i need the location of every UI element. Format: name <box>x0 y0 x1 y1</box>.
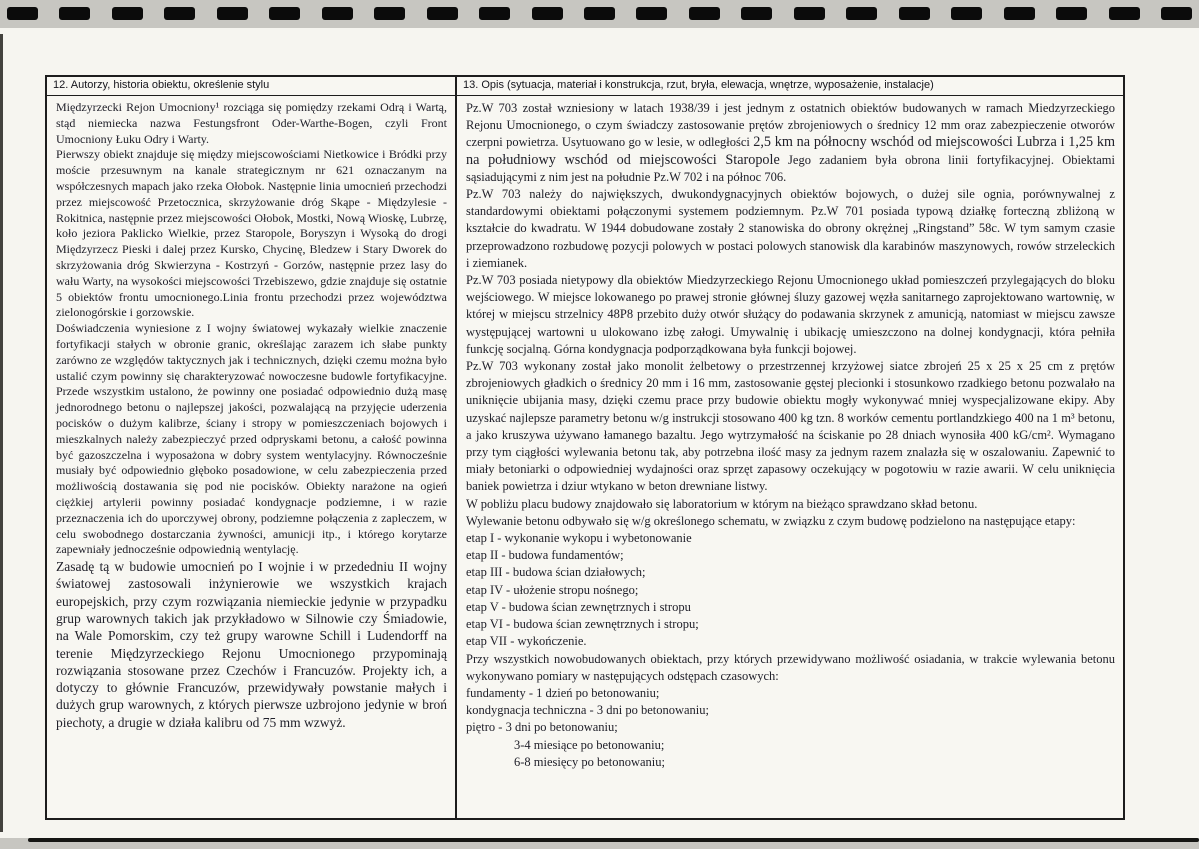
page-left-edge <box>0 34 3 832</box>
paragraph: kondygnacja techniczna - 3 dni po betonowaniu; <box>466 703 709 718</box>
paragraph: Doświadczenia wyniesione z I wojny światowej wykazały wielkie znaczenie fortyfikacji stałych w obronie granic, określając zarazem ich słabe punkty zarówno ze względów taktycznych jak i technicznych, dzięki czemu można było ustalić czym powinny się charakteryzować nowoczesne budowle fortyfikacyjne. Przede wszystkim ustalono, że powinny one posiadać odpowiednio dużą masę jednorodnego betonu o najlepszej jakości, pozwalającą na przyjęcie uderzenia pocisków o dużym kalibrze, ściany i stropy w pomieszczeniach bojowych i mieszkalnych należy zabezpieczyć przed odpryskami betonu, a całość powinna być gazoszczelna i wyposażona w dobry system wentylacyjny. Równocześnie musiały być odpowiednio głęboko posadowione, w celu zabezpieczenia przed możliwością dostawania się pod nie pocisków. Obiekty narażone na ogień ciężkiej artylerii powinny posiadać kondygnacje podziemne, i w razie przeznaczenia ich do uporczywej obrony, podziemne połączenia z zapleczem, w celu swobodnego dostarczania żywności, amunicji itp., i którego korytarze zapewniały jednocześnie odpowiednią wentylację. <box>56 321 447 557</box>
section-13-header: 13. Opis (sytuacja, materiał i konstrukcja, rzut, bryła, elewacja, wnętrze, wyposażenie, instalacje) <box>457 77 1123 96</box>
binding-hole <box>59 7 90 20</box>
column-authors-history <box>47 77 457 818</box>
binding-hole <box>112 7 143 20</box>
binding-hole <box>427 7 458 20</box>
text-run: Pz.W 703 został wzniesiony w latach 1938/39 i jest jednym z ostatnich obiektów budowanych w ramach Miedzyrzeckiego Rejonu Umocnionego, o czym świadczy zastosowanie prętów zbrojeniowych o średnicy 12 mm oraz zabezpieczenie otworów czerpni powietrza. Usytuowano go w lesie, w odległości <box>466 101 1115 150</box>
column-description <box>457 77 1123 818</box>
binding-hole <box>636 7 667 20</box>
binding-hole <box>899 7 930 20</box>
paragraph: Przy wszystkich nowobudowanych obiektach, przy których przewidywano możliwość osiadania, w trakcie wylewania betonu wykonywano pomiary w następujących odstępach czasowych: <box>466 651 1115 683</box>
paragraph: etap III - budowa ścian działowych; <box>466 565 646 580</box>
binding-hole <box>164 7 195 20</box>
paragraph: piętro - 3 dni po betonowaniu; <box>466 720 618 735</box>
section-12-header: 12. Autorzy, historia obiektu, określenie stylu <box>47 77 455 96</box>
section-13-body <box>457 96 1123 818</box>
binding-hole <box>532 7 563 20</box>
paragraph: etap II - budowa fundamentów; <box>466 548 624 563</box>
paragraph: 3-4 miesiące po betonowaniu; <box>514 737 665 752</box>
binding-hole <box>374 7 405 20</box>
binding-hole <box>846 7 877 20</box>
paragraph: etap VI - budowa ścian zewnętrznych i stropu; <box>466 617 699 632</box>
paragraph: W pobliżu placu budowy znajdowało się laboratorium w którym na bieżąco sprawdzano skład betonu. <box>466 496 978 511</box>
paragraph: fundamenty - 1 dzień po betonowaniu; <box>466 685 660 700</box>
binding-hole <box>689 7 720 20</box>
paragraph: Wylewanie betonu odbywało się w/g określonego schematu, w związku z czym budowę podzielono na następujące etapy: <box>466 513 1076 528</box>
paragraph: Pz.W 703 należy do największych, dwukondygnacyjnych obiektów bojowych, o dużej sile ognia, porównywalnej z standardowymi obiektami połączonymi systemem podziemnym. Pz.W 701 posiada typową działkę forteczną zbliżoną w kształcie do kwadratu. W 1944 dobudowane zostały 2 stanowiska do obrony okrężnej „Ringstand” 58c. W tym samym czasie przeprowadzono rozbudowę pozycji polowych w postaci polowych stanowisk dla karabinów maszynowych, rowów strzeleckich i ziemianek. <box>466 187 1115 270</box>
paragraph: etap IV - ułożenie stropu nośnego; <box>466 582 639 597</box>
page-bottom-edge <box>28 838 1199 842</box>
text-run: Jego zadaniem była obrona linii fortyfikacyjnej. Obiektami sąsiadującymi z nim jest na południe Pz.W 702 i na północ 706. <box>466 152 1116 184</box>
paragraph <box>466 100 1115 186</box>
paragraph: 6-8 miesięcy po betonowaniu; <box>514 754 666 769</box>
binding-hole <box>1056 7 1087 20</box>
binding-hole <box>479 7 510 20</box>
binding-hole <box>7 7 38 20</box>
binding-hole <box>951 7 982 20</box>
binding-hole <box>322 7 353 20</box>
paragraph: Międzyrzecki Rejon Umocniony¹ rozciąga się pomiędzy rzekami Odrą i Wartą, stąd niemiecka nazwa Festungsfront Oder-Warthe-Bogen, czyli Front Umocniony Łuku Odry i Warty. <box>56 100 447 146</box>
binding-hole <box>741 7 772 20</box>
binding-hole <box>1161 7 1192 20</box>
paragraph: etap V - budowa ścian zewnętrznych i stropu <box>466 599 691 614</box>
binding-hole <box>1004 7 1035 20</box>
binding-hole <box>269 7 300 20</box>
paragraph: Pz.W 703 posiada nietypowy dla obiektów Miedzyrzeckiego Rejonu Umocnionego układ pomieszczeń przylegających do bloku wejściowego. W miejsce lokowanego po prawej stronie głównej śluzy gazowej węzła sanitarnego zaprojektowano wartownię, w której w miejscu strzelnicy 48P8 przebito duży otwór służący do podawania skrzynek z amunicją, natomiast w miejscu zawsze występującej wartowni u ulokowano izbę załogi. Umywalnię i ubikację umieszczono na dolnej kondygnacji, która pełniła funkcję socjalną. Górna kondygnacja podporządkowana była funkcji bojowej. <box>466 273 1115 356</box>
binding-hole <box>217 7 248 20</box>
paragraph: Pz.W 703 wykonany został jako monolit żelbetowy o przestrzennej krzyżowej siatce zbrojeń 25 x 25 x 25 cm z prętów zbrojeniowych gładkich o średnicy 20 mm i 16 mm, zastosowanie gęstej plecionki i stosunkowo rzadkiego betonu pozwalało na uniknięcie ubijania masy, dzięki czemu prace przy budowie obiektu mogły wykonywać mniej wyspecjalizowane ekipy. Aby uzyskać najlepsze parametry betonu w/g instrukcji stosowano 400 kg tzn. 8 worków cementu portlandzkiego 400 na 1 m³ betonu, a jako kruszywa używano łamanego bazaltu. Jego wytrzymałość na ściskanie po 28 dniach wynosiła 400 kG/cm². Wymagano przy tym ciągłości wylewania betonu tak, aby potrzebna ilość masy za jednym razem znalazła się w oszalowaniu. Zapewnić to miały betoniarki o odpowiedniej wydajności oraz sprzęt zapasowy oczekujący w pogotowiu w razie awarii. W celu uniknięcia baniek powietrza i dziur wtykano w beton drewniane listwy. <box>466 359 1115 494</box>
text-run: 2,5 km na północny wschód od miejscowości Lubrza i 1,25 km na południowy wschód od miejscowości Staropole <box>466 134 1115 168</box>
binding-hole <box>794 7 825 20</box>
paragraph: Zasadę tą w budowie umocnień po I wojnie i w przededniu II wojny światowej zastosowali inżynierowie we wszystkich krajach europejskich, przy czym rozwiązania niemieckie jedynie w przypadku grup warownych takich jak przykładowo w Silnowie czy Śmiadowie, na Wale Pomorskim, czy też grupy warowne Schill i Ludendorff na terenie Międzyrzeckiego Rejonu Umocnionego przypominają rozwiązania stosowane przez Czechów i Francuzów. Projekty ich, a dotyczy to głównie Francuzów, przewidywały powstanie małych i dużych grup warownych, z których pierwsze uzbrojono jedynie w broń piechoty, a drugie w działa kalibru od 75 mm wzwyż. <box>56 559 447 730</box>
binding-hole <box>584 7 615 20</box>
record-card-table <box>45 75 1125 820</box>
paragraph: etap I - wykonanie wykopu i wybetonowanie <box>466 531 692 546</box>
section-12-body <box>47 96 455 818</box>
binding-hole <box>1109 7 1140 20</box>
binder-holes <box>7 5 1192 21</box>
paragraph: etap VII - wykończenie. <box>466 634 587 649</box>
paragraph: Pierwszy obiekt znajduje się między miejscowościami Nietkowice i Bródki przy moście przesuwnym na kanale strategicznym nr 621 oznaczanym na współczesnych mapach jako rzeka Ołobok. Następnie linia umocnień przechodzi przez miejscowość Przetocznica, skrzyżowanie dróg Skąpe - Międzylesie - Rokitnica, następnie przez miejscowości Ołobok, Mostki, Nową Wioskę, Lubrzę, koło jeziora Paklicko Wielkie, przez Staropole, Boryszyn i Wysoką do drogi Międzyrzecz Pieski i dalej przez Kursko, Chycinę, Bledzew i Stary Dworek do skrzyżowania dróg Skwierzyna - Kostrzyń - Gorzów, następnie przez lasy do wału Warty, na wysokości miejscowości Trzebiszewo, gdzie znajduje się ostatnie 5 obiektów frontu umocnionego.Linia frontu przechodzi przez województwa zielonogórskie i gorzowskie. <box>56 147 447 320</box>
